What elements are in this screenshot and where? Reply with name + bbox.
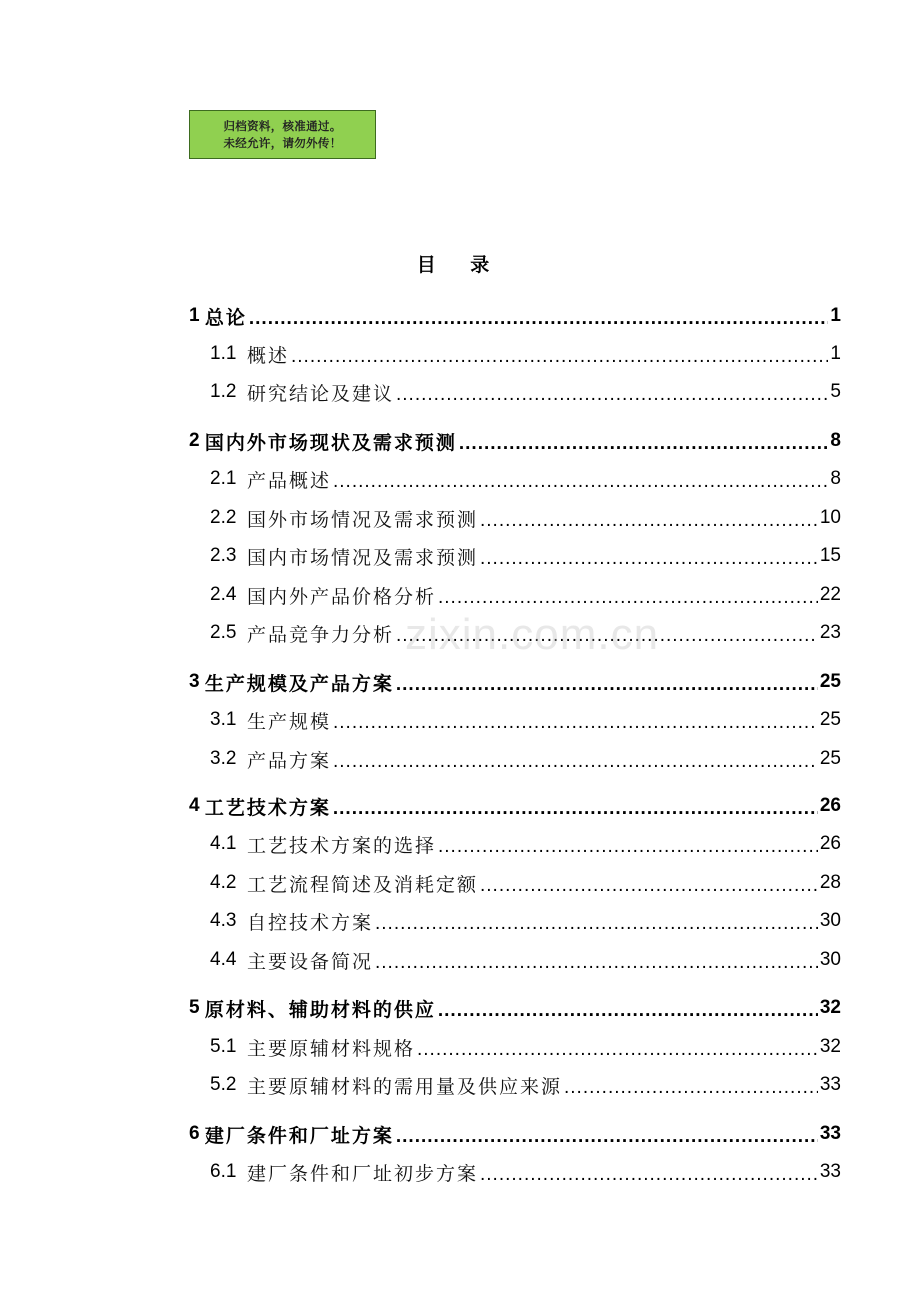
toc-entry-title: 产品方案 [246, 749, 331, 772]
toc-entry-title: 研究结论及建议 [246, 382, 394, 405]
toc-entry-number: 6.1 [210, 1161, 247, 1182]
toc-entry-page: 25 [819, 671, 841, 692]
toc-entry-page: 26 [819, 833, 841, 854]
toc-entry[interactable] [189, 1028, 841, 1066]
toc-entry[interactable] [189, 1066, 841, 1104]
toc-dot-leader [375, 913, 818, 935]
toc-entry[interactable] [189, 460, 841, 498]
toc-entry[interactable] [189, 825, 841, 863]
toc-entry-number: 2 [189, 430, 205, 451]
toc-entry-title: 产品竞争力分析 [246, 623, 394, 646]
toc-entry-number: 5.2 [210, 1074, 247, 1095]
toc-entry-title: 工艺技术方案的选择 [246, 834, 436, 857]
toc-dot-leader [417, 1039, 818, 1061]
toc-entry-number: 1.1 [210, 343, 247, 364]
toc-entry-page: 33 [819, 1123, 841, 1144]
toc-entry[interactable] [189, 902, 841, 940]
toc-dot-leader [333, 798, 818, 820]
toc-entry[interactable] [189, 1153, 841, 1191]
toc-entry[interactable] [189, 941, 841, 979]
toc-dot-leader [396, 625, 818, 647]
toc-entry-page: 8 [830, 468, 841, 489]
toc-entry-title: 国内外产品价格分析 [246, 585, 436, 608]
toc-entry-page: 32 [819, 997, 841, 1018]
toc-entry-title: 建厂条件和厂址方案 [204, 1124, 394, 1147]
toc-entry-number: 4.3 [210, 910, 247, 931]
toc-entry[interactable] [189, 537, 841, 575]
toc-entry[interactable] [189, 740, 841, 778]
toc-entry[interactable] [189, 1115, 841, 1153]
toc-dot-leader [438, 587, 818, 609]
toc-entry-number: 5.1 [210, 1036, 247, 1057]
toc-entry-number: 4.1 [210, 833, 247, 854]
toc-entry-title: 国内市场情况及需求预测 [246, 546, 478, 569]
toc-entry-title: 生产规模 [246, 710, 331, 733]
toc-dot-leader [396, 1126, 818, 1148]
toc-entry-number: 2.3 [210, 545, 247, 566]
toc-entry-page: 30 [819, 910, 841, 931]
toc-dot-leader [459, 433, 829, 455]
toc-entry-title: 总论 [204, 306, 247, 329]
toc-dot-leader [396, 384, 828, 406]
toc-entry-title: 原材料、辅助材料的供应 [204, 998, 436, 1021]
toc-entry-title: 主要原辅材料规格 [246, 1037, 415, 1060]
toc-entry-page: 33 [819, 1074, 841, 1095]
toc-entry[interactable] [189, 576, 841, 614]
toc-entry-title: 主要原辅材料的需用量及供应来源 [246, 1075, 562, 1098]
toc-entry-page: 23 [819, 622, 841, 643]
toc-entry-page: 30 [819, 949, 841, 970]
watermark: zixin.com.cn [405, 610, 660, 659]
toc-dot-leader [333, 471, 828, 493]
toc-entry-number: 3 [189, 671, 205, 692]
toc-entry-title: 生产规模及产品方案 [204, 672, 394, 695]
toc-entry-page: 10 [819, 507, 841, 528]
toc-dot-leader [333, 712, 818, 734]
toc-entry[interactable] [189, 663, 841, 701]
toc-entry-number: 1 [189, 305, 205, 326]
toc-entry-number: 4.4 [210, 949, 247, 970]
toc-entry[interactable] [189, 499, 841, 537]
toc-entry-page: 15 [819, 545, 841, 566]
archive-stamp [189, 110, 376, 159]
toc-entry-page: 8 [830, 430, 841, 451]
toc-dot-leader [375, 952, 818, 974]
toc-entry-number: 3.2 [210, 748, 247, 769]
toc-entry-page: 28 [819, 872, 841, 893]
toc-entry[interactable] [189, 297, 841, 335]
toc-dot-leader [438, 1000, 818, 1022]
toc-entry-title: 自控技术方案 [246, 911, 373, 934]
toc-dot-leader [333, 751, 818, 773]
toc-entry-title: 国外市场情况及需求预测 [246, 508, 478, 531]
toc-entry[interactable] [189, 701, 841, 739]
toc-dot-leader [438, 836, 818, 858]
toc-entry[interactable] [189, 373, 841, 411]
toc-entry-page: 33 [819, 1161, 841, 1182]
toc-entry-number: 4 [189, 795, 205, 816]
toc-dot-leader [249, 308, 829, 330]
toc-entry[interactable] [189, 787, 841, 825]
toc-entry-number: 6 [189, 1123, 205, 1144]
toc-entry-page: 22 [819, 584, 841, 605]
toc-entry-title: 主要设备简况 [246, 950, 373, 973]
stamp-line-2: 未经允许，请勿外传！ [223, 135, 342, 150]
toc-entry[interactable] [189, 989, 841, 1027]
toc-entry-number: 2.5 [210, 622, 247, 643]
toc-entry-number: 2.1 [210, 468, 247, 489]
toc-entry-page: 25 [819, 748, 841, 769]
toc-dot-leader [480, 1164, 818, 1186]
toc-title: 目 录 [416, 254, 504, 276]
toc-entry-number: 3.1 [210, 709, 247, 730]
toc-entry-title: 工艺技术方案 [204, 796, 331, 819]
toc-entry[interactable] [189, 335, 841, 373]
toc-entry-title: 产品概述 [246, 469, 331, 492]
toc-dot-leader [291, 346, 828, 368]
toc-entry[interactable] [189, 864, 841, 902]
toc-entry-title: 建厂条件和厂址初步方案 [246, 1162, 478, 1185]
toc-entry-number: 5 [189, 997, 205, 1018]
toc-entry-page: 1 [830, 343, 841, 364]
stamp-line-1: 归档资料，核准通过。 [223, 118, 342, 133]
toc-entry-number: 4.2 [210, 872, 247, 893]
toc-entry[interactable] [189, 614, 841, 652]
toc-entry-page: 32 [819, 1036, 841, 1057]
toc-entry-page: 1 [830, 305, 841, 326]
toc-dot-leader [564, 1077, 818, 1099]
toc-entry-number: 2.4 [210, 584, 247, 605]
toc-dot-leader [480, 548, 818, 570]
toc-entry-page: 26 [819, 795, 841, 816]
toc-entry-title: 国内外市场现状及需求预测 [204, 431, 457, 454]
toc-dot-leader [480, 510, 818, 532]
toc-entry[interactable] [189, 422, 841, 460]
toc-entry-page: 5 [830, 381, 841, 402]
toc-entry-title: 概述 [246, 344, 289, 367]
toc-dot-leader [480, 875, 818, 897]
toc-dot-leader [396, 674, 818, 696]
toc-entry-page: 25 [819, 709, 841, 730]
toc-entry-number: 2.2 [210, 507, 247, 528]
toc-entry-number: 1.2 [210, 381, 247, 402]
toc-entry-title: 工艺流程简述及消耗定额 [246, 873, 478, 896]
